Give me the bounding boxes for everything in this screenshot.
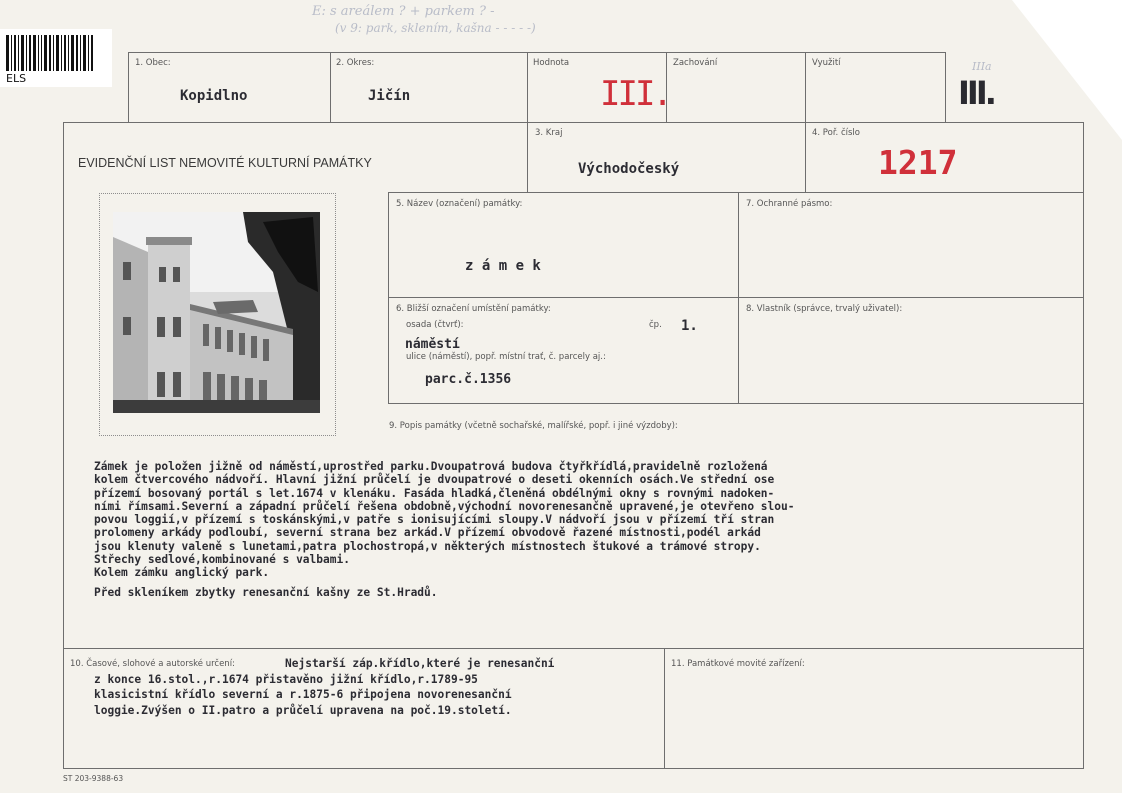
obec-value: Kopidlno — [180, 88, 248, 104]
popis-line: jsou klenuty valeně s lunetami,patra plochostropá,v některých místnostech štukové a trámové stropy. — [94, 539, 761, 553]
valuation-mark-big: III. — [958, 74, 994, 112]
casove-line: z konce 16.stol.,r.1674 přistavěno jižní křídlo,r.1789-95 — [94, 673, 478, 686]
kraj-label: 3. Kraj — [535, 128, 563, 138]
pencil-note-line2: (v 9: park, sklením, kašna - - - - -) — [335, 21, 536, 35]
valuation-note: IIIa — [972, 60, 992, 73]
popis-label: 9. Popis památky (včetně sochařské, malířské, popř. i jiné výzdoby): — [389, 421, 678, 431]
casove-line: Nejstarší záp.křídlo,které je renesanční — [285, 657, 555, 670]
blizsi-label: 6. Bližší označení umístění památky: — [396, 304, 551, 314]
casove-line: loggie.Zvýšen o II.patro a průčelí upravena na poč.19.století. — [94, 704, 512, 717]
popis-line: prolomeny arkády podloubí, severní strana bez arkád.V přízemí obvodově řazené místnosti,podél arkád — [94, 526, 761, 540]
popis-text — [94, 460, 795, 599]
popis-line: ními římsami.Severní a západní průčelí řešena obdobně,východní novorenesančně upravené,je otevřeno slou- — [94, 499, 795, 513]
por-cislo-label: 4. Poř. číslo — [812, 128, 860, 138]
nazev-label: 5. Název (označení) památky: — [396, 199, 523, 209]
obec-label: 1. Obec: — [135, 58, 171, 68]
popis-line: Střechy sedlové,kombinované s valbami. — [94, 553, 350, 567]
okres-value: Jičín — [368, 88, 411, 104]
por-cislo-value: 1217 — [878, 143, 958, 182]
casove-line: klasicistní křídlo severní a r.1875-6 připojena novorenesanční — [94, 688, 512, 701]
barcode-text: ELS — [6, 72, 27, 85]
barcode-icon — [6, 35, 106, 71]
zachovani-label: Zachování — [673, 58, 718, 68]
ochranne-label: 7. Ochranné pásmo: — [746, 199, 833, 209]
ulice-label: ulice (náměstí), popř. místní trať, č. parcely aj.: — [406, 352, 606, 362]
osada-label: osada (čtvrť): — [406, 320, 464, 330]
pencil-note-line1: E: s areálem ? + parkem ? - — [312, 4, 495, 19]
cp-value: 1. — [681, 318, 698, 334]
namesti-value: náměstí — [405, 337, 460, 352]
nazev-value: z á m e k — [465, 258, 541, 274]
popis-line: Před skleníkem zbytky renesanční kašny ze St.Hradů. — [94, 585, 438, 599]
popis-line: kolem čtvercového nádvoří. Hlavní jižní průčelí je dvoupatrové o deseti okenních osách.Ve střední ose — [94, 473, 775, 487]
vyuziti-label: Využití — [812, 58, 841, 68]
popis-line: přízemí bosovaný portál s let.1674 v klenáku. Fasáda hladká,členěná obdélnými okny s rovnými nadoken- — [94, 486, 775, 500]
form-title: EVIDENČNÍ LIST NEMOVITÉ KULTURNÍ PAMÁTKY — [78, 156, 372, 170]
popis-line: povou loggií,v přízemí s toskánskými,v patře s ionisujícími sloupy.V nádvoří jsou v přízemí tří stran — [94, 513, 775, 527]
movite-label: 11. Památkové movité zařízení: — [671, 659, 805, 669]
clipped-corner — [1012, 0, 1122, 140]
photo-castle — [113, 212, 320, 413]
hodnota-value: III. — [600, 74, 670, 114]
kraj-value: Východočeský — [578, 161, 680, 177]
cp-label: čp. — [649, 320, 662, 330]
parcela-value: parc.č.1356 — [425, 372, 512, 387]
vlastnik-label: 8. Vlastník (správce, trvalý uživatel): — [746, 304, 903, 314]
okres-label: 2. Okres: — [336, 58, 375, 68]
barcode-label — [0, 29, 112, 87]
popis-line: Zámek je položen jižně od náměstí,uprostřed parku.Dvoupatrová budova čtyřkřídlá,pravidelně rozložená — [94, 460, 768, 473]
casove-label: 10. Časové, slohové a autorské určení: — [70, 659, 235, 669]
popis-line: Kolem zámku anglický park. — [94, 566, 270, 580]
hodnota-label: Hodnota — [533, 58, 570, 68]
form-code: ST 203-9388-63 — [63, 774, 124, 783]
